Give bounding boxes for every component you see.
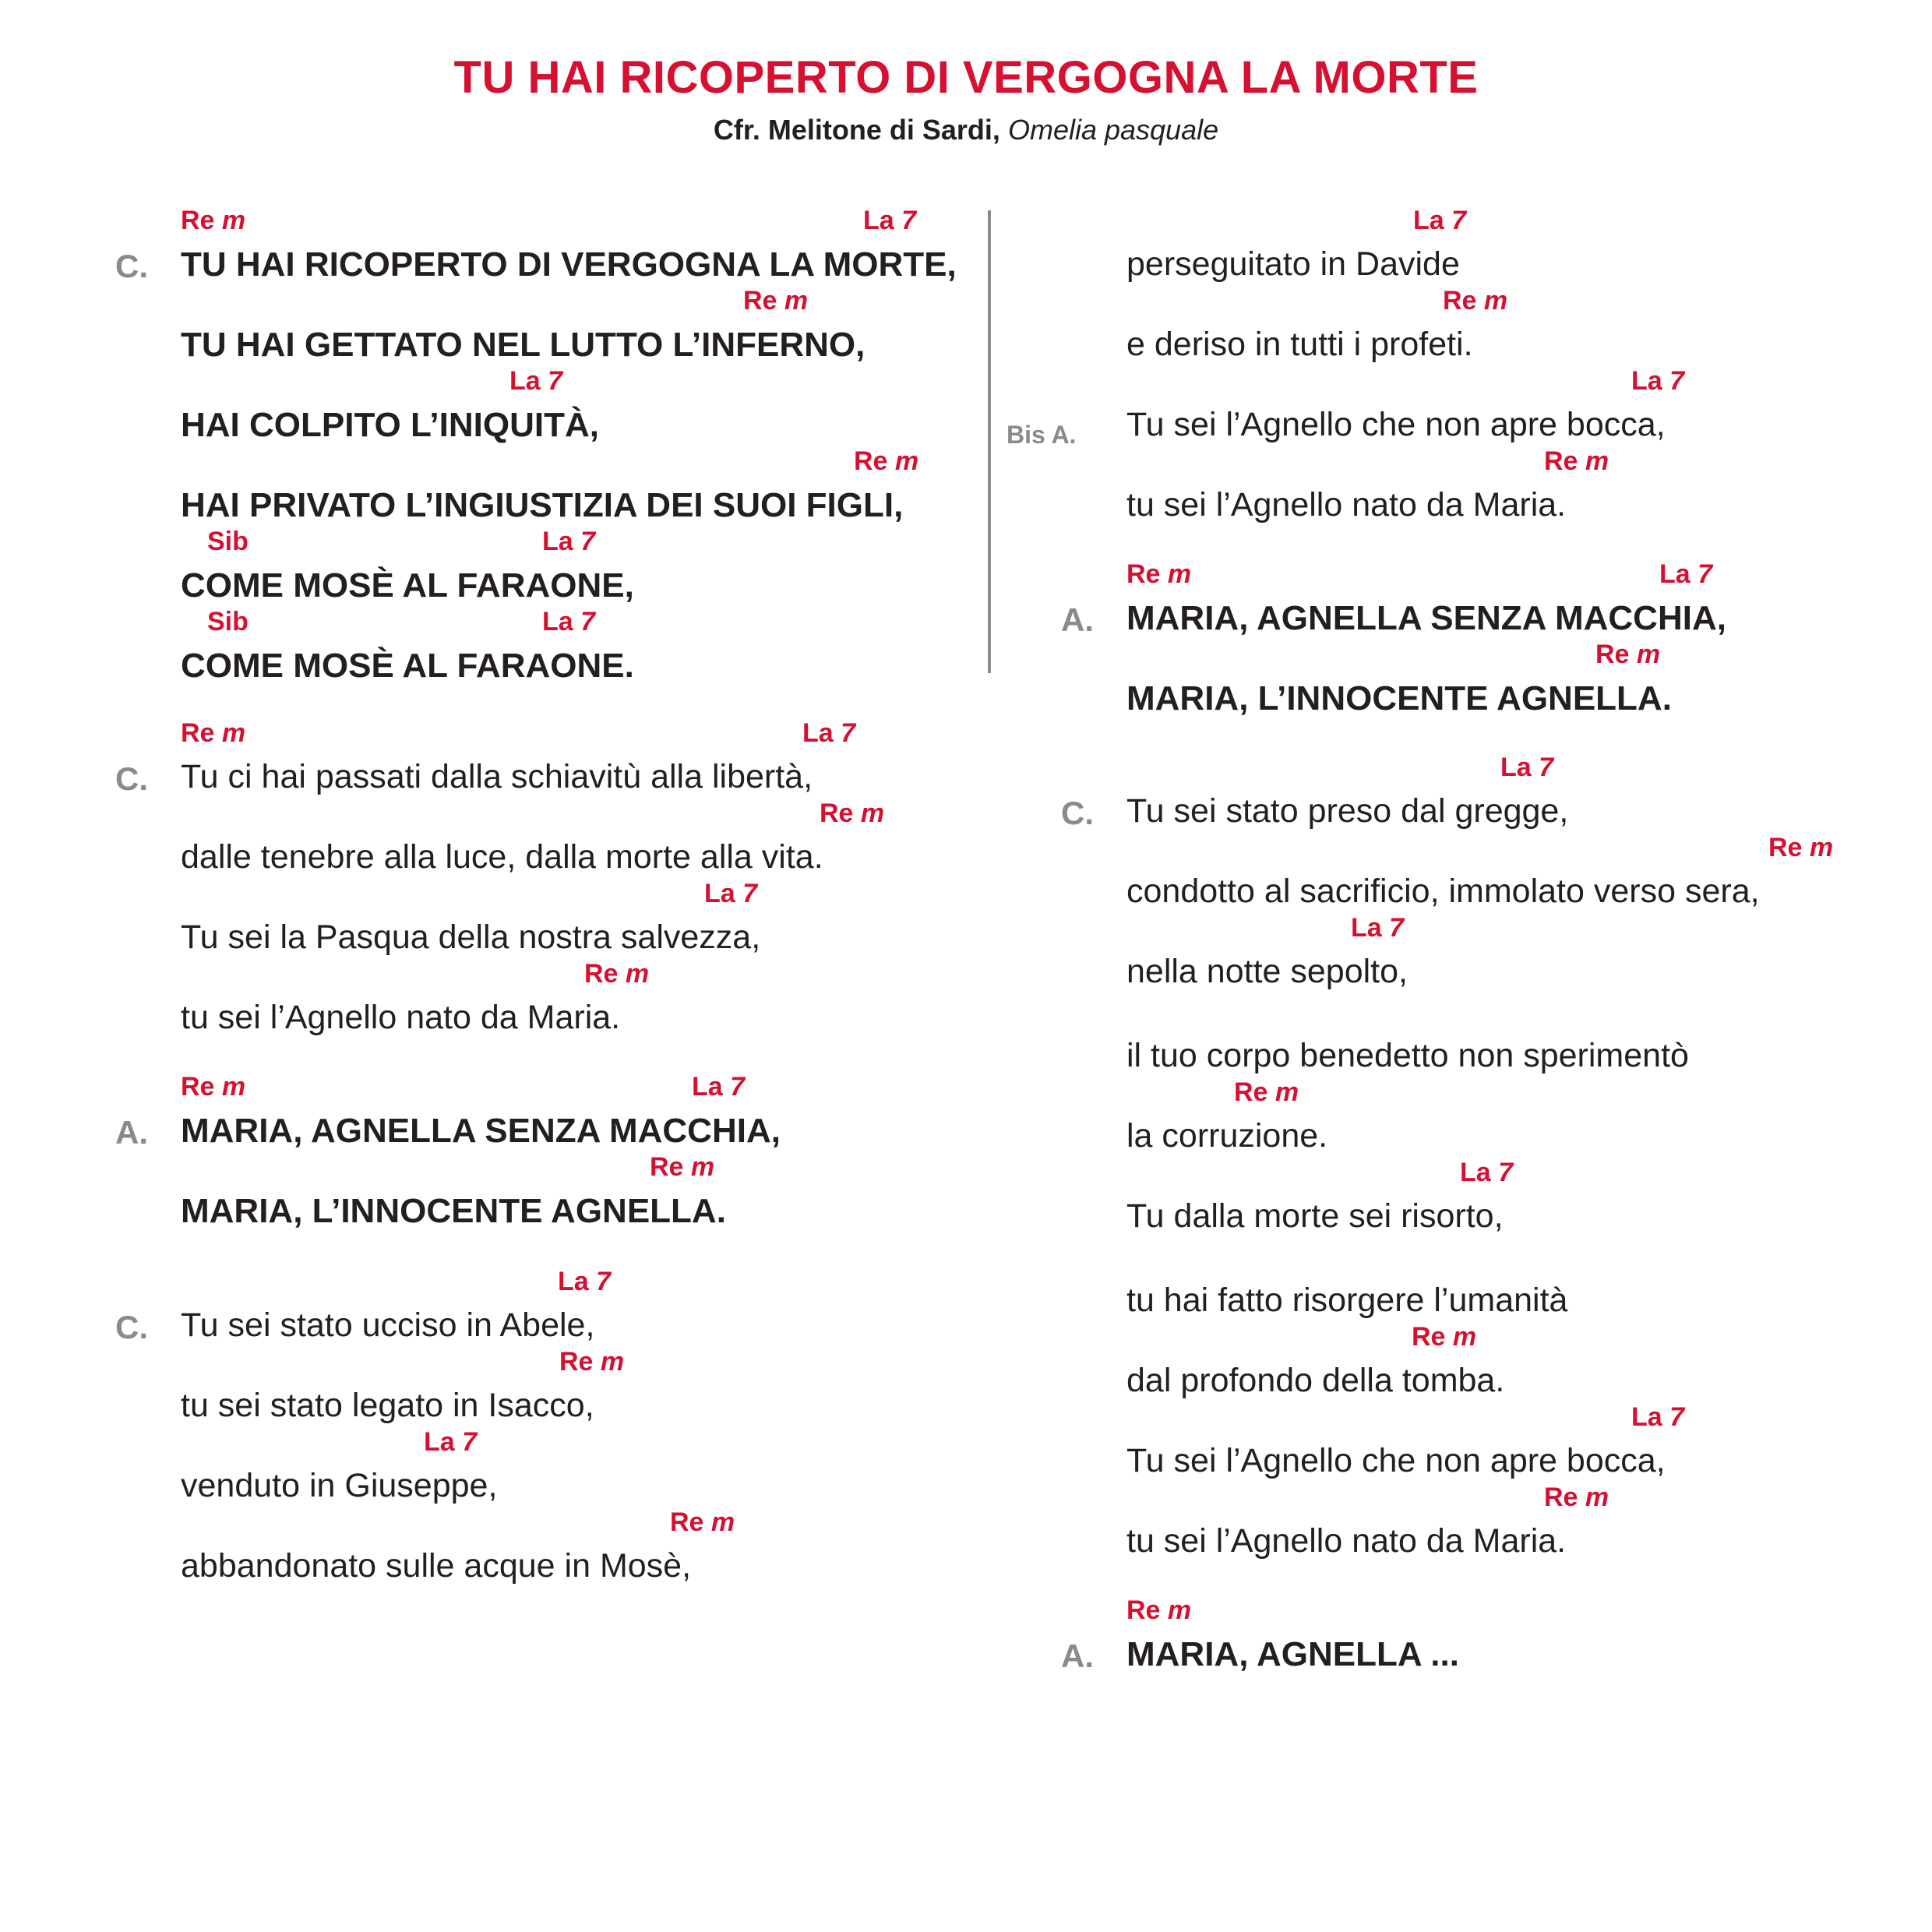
source-author: Cfr. Melitone di Sardi,	[713, 114, 1000, 146]
lyric-text: COME MOSÈ AL FARAONE,	[181, 566, 634, 605]
lyric-text: tu sei l’Agnello nato da Maria.	[1126, 486, 1567, 524]
chord-la7: La 7	[1500, 753, 1554, 782]
song-subtitle	[0, 114, 1932, 146]
lyric-text: TU HAI RICOPERTO DI VERGOGNA LA MORTE,	[181, 245, 957, 284]
chord-rem: Re m	[584, 959, 650, 989]
lyric-text: venduto in Giuseppe,	[181, 1467, 498, 1504]
chord-rem: Re m	[650, 1152, 715, 1182]
chord-la7: La 7	[1631, 366, 1685, 396]
verse-line	[181, 1507, 735, 1585]
lyric-text: MARIA, AGNELLA ...	[1126, 1635, 1459, 1673]
source-work: Omelia pasquale	[1007, 114, 1219, 146]
chord-rem: Re m	[1234, 1077, 1299, 1107]
verse-line	[181, 607, 634, 685]
lyric-text: tu sei l’Agnello nato da Maria.	[181, 999, 621, 1036]
voice-label-bis-assembly: Bis A.	[1007, 421, 1077, 449]
verse-line	[1126, 1284, 1567, 1317]
chord-la7: La 7	[542, 607, 596, 636]
lyric-text: TU HAI GETTATO NEL LUTTO L’INFERNO,	[181, 326, 866, 364]
voice-label-celebrant: C.	[115, 760, 148, 797]
chord-la7: La 7	[1351, 913, 1405, 943]
verse-line	[1126, 1322, 1505, 1399]
verse-line	[1126, 640, 1672, 717]
lyric-text: dalle tenebre alla luce, dalla morte alla vita.	[181, 838, 823, 876]
chord-rem: Re m	[1768, 833, 1834, 862]
chord-rem: Re m	[820, 799, 885, 828]
lyric-text: abbandonato sulle acque in Mosè,	[181, 1547, 692, 1585]
chord-la7: La 7	[1659, 559, 1713, 589]
lyric-text: nella notte sepolto,	[1126, 953, 1408, 990]
chord-rem: Re m	[1544, 1482, 1609, 1512]
chord-rem: Re m	[670, 1507, 735, 1537]
chord-sib: Sib	[207, 607, 249, 636]
chord-la7: La 7	[1631, 1402, 1685, 1432]
verse-line	[181, 1427, 498, 1504]
voice-label-celebrant: C.	[115, 1309, 148, 1345]
chord-rem: Re m	[1126, 559, 1192, 589]
verse-line	[1126, 286, 1508, 363]
lyric-text: la corruzione.	[1126, 1117, 1328, 1155]
chord-la7: La 7	[558, 1267, 612, 1296]
voice-label-celebrant: C.	[1061, 795, 1094, 831]
lyric-text: Tu sei la Pasqua della nostra salvezza,	[181, 918, 761, 956]
lyric-text: Tu sei l’Agnello che non apre bocca,	[1126, 1442, 1666, 1479]
chord-rem: Re m	[854, 446, 919, 476]
lyric-text: MARIA, AGNELLA SENZA MACCHIA,	[1126, 599, 1726, 637]
lyric-text: COME MOSÈ AL FARAONE.	[181, 647, 634, 685]
verse-line	[181, 799, 885, 876]
verse-line	[1126, 1039, 1689, 1073]
lyric-text: condotto al sacrificio, immolato verso sera,	[1126, 873, 1760, 910]
chord-la7: La 7	[802, 718, 856, 748]
lyric-text: dal profondo della tomba.	[1126, 1362, 1505, 1399]
lyric-text: perseguitato in Davide	[1126, 245, 1460, 283]
verse-line	[1126, 446, 1609, 524]
verse-line	[1126, 833, 1834, 910]
verse-line	[181, 1347, 625, 1424]
verse-line	[1126, 559, 1726, 637]
lyric-text: MARIA, AGNELLA SENZA MACCHIA,	[181, 1112, 781, 1150]
lyric-text: Tu sei stato preso dal gregge,	[1126, 792, 1569, 830]
verse-line	[1126, 366, 1685, 443]
chord-rem: Re m	[743, 286, 809, 316]
chord-la7: La 7	[509, 366, 563, 396]
lyric-text: HAI PRIVATO L’INGIUSTIZIA DEI SUOI FIGLI,	[181, 486, 904, 524]
chord-la7: La 7	[424, 1427, 478, 1457]
verse-line	[181, 446, 919, 524]
chord-rem: Re m	[1544, 446, 1609, 476]
verse-line	[1126, 753, 1569, 830]
lyric-text: Tu sei l’Agnello che non apre bocca,	[1126, 406, 1666, 443]
verse-line	[1126, 206, 1467, 283]
verse-line	[181, 718, 856, 795]
verse-line	[181, 366, 599, 444]
verse-line	[181, 286, 866, 364]
voice-label-celebrant: C.	[115, 248, 148, 284]
verse-line	[1126, 1482, 1609, 1560]
chord-sib: Sib	[207, 527, 249, 556]
chord-la7: La 7	[542, 527, 596, 556]
lyric-text: MARIA, L’INNOCENTE AGNELLA.	[1126, 679, 1672, 717]
chord-rem: Re m	[1412, 1322, 1477, 1352]
chord-rem: Re m	[559, 1347, 625, 1377]
verse-line	[1126, 1402, 1685, 1479]
chord-rem: Re m	[1595, 640, 1661, 669]
song-title: TU HAI RICOPERTO DI VERGOGNA LA MORTE	[453, 52, 1479, 103]
verse-line	[181, 1267, 612, 1344]
chord-la7: La 7	[704, 879, 758, 908]
chord-rem: Re m	[181, 206, 246, 235]
chord-la7: La 7	[1413, 206, 1467, 235]
verse-line	[181, 527, 634, 605]
lyric-text: MARIA, L’INNOCENTE AGNELLA.	[181, 1192, 726, 1230]
verse-line	[181, 879, 761, 956]
lyric-text: il tuo corpo benedetto non sperimentò	[1126, 1037, 1689, 1074]
lyric-text: Tu dalla morte sei risorto,	[1126, 1197, 1504, 1235]
lyric-text: tu sei l’Agnello nato da Maria.	[1126, 1522, 1567, 1560]
voice-label-assembly: A.	[1061, 1638, 1094, 1674]
chord-rem: Re m	[1126, 1595, 1192, 1625]
verse-line	[1126, 1158, 1514, 1235]
verse-line	[181, 206, 957, 284]
chord-rem: Re m	[181, 1072, 246, 1102]
voice-label-assembly: A.	[115, 1114, 148, 1151]
verse-line	[181, 1152, 726, 1230]
chord-rem: Re m	[181, 718, 246, 748]
verse-line	[1126, 913, 1408, 990]
lyric-text: tu sei stato legato in Isacco,	[181, 1387, 594, 1424]
verse-line	[1126, 1077, 1328, 1155]
verse-line	[181, 1072, 781, 1150]
verse-line	[1126, 1595, 1459, 1673]
lyric-text: Tu ci hai passati dalla schiavitù alla libertà,	[181, 758, 813, 795]
chord-la7: La 7	[692, 1072, 746, 1102]
lyric-text: HAI COLPITO L’INIQUITÀ,	[181, 406, 599, 444]
chord-rem: Re m	[1443, 286, 1508, 316]
voice-label-assembly: A.	[1061, 601, 1094, 638]
chord-la7: La 7	[863, 206, 917, 235]
column-divider	[988, 210, 991, 673]
lyric-text: e deriso in tutti i profeti.	[1126, 326, 1473, 363]
chord-la7: La 7	[1460, 1158, 1514, 1187]
lyric-text: tu hai fatto risorgere l’umanità	[1126, 1282, 1568, 1319]
verse-line	[181, 959, 650, 1036]
lyric-text: Tu sei stato ucciso in Abele,	[181, 1306, 595, 1344]
